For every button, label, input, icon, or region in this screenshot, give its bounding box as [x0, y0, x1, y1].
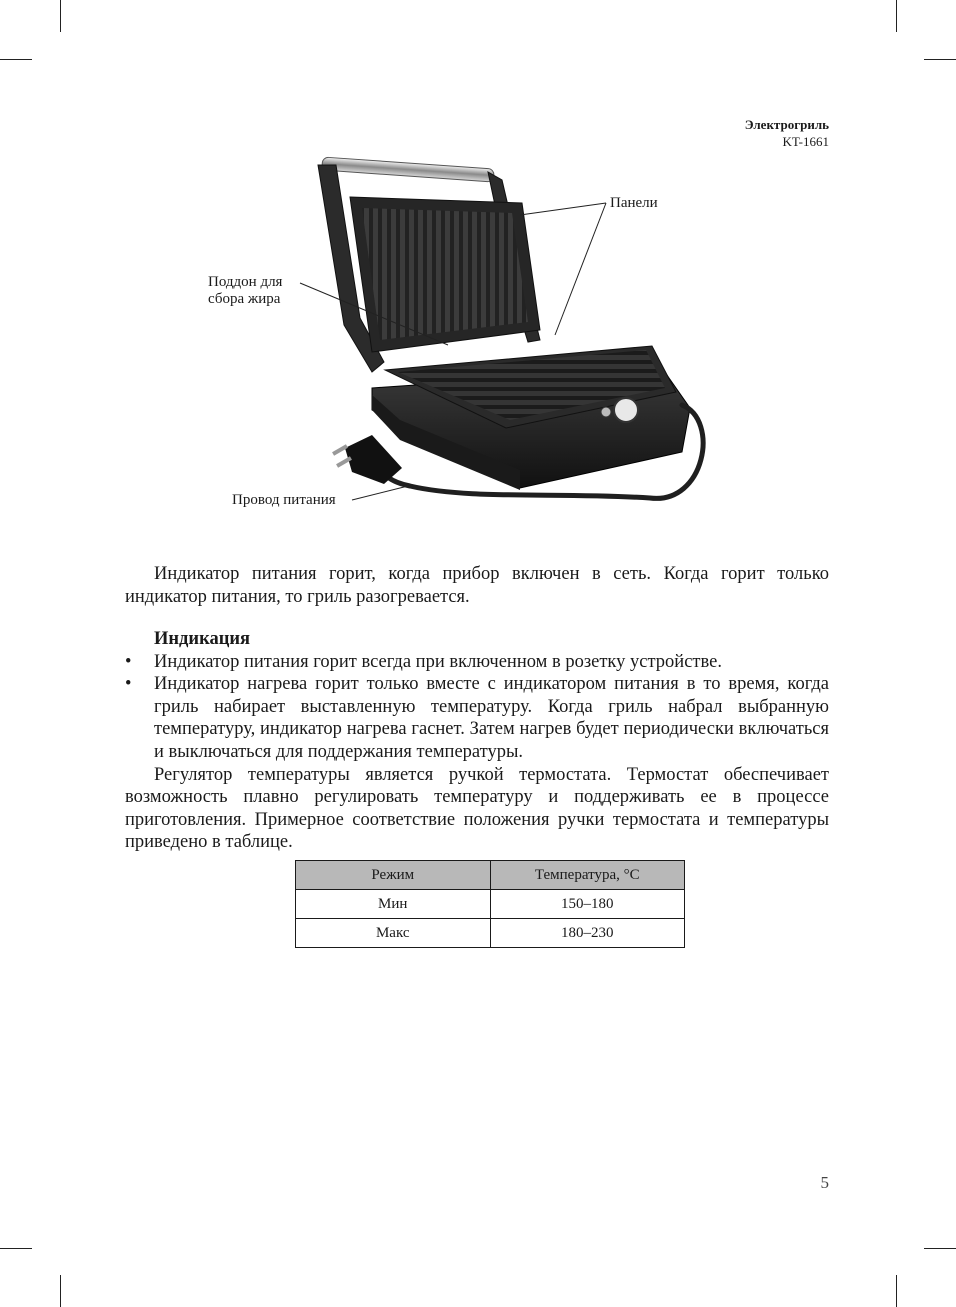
crop-mark	[0, 1248, 32, 1249]
list-item	[125, 673, 829, 763]
indication-section	[125, 628, 829, 854]
temperature-table	[295, 860, 685, 948]
indication-heading: Индикация	[154, 629, 251, 649]
table-row	[296, 919, 685, 948]
callout-grease-tray	[208, 274, 282, 308]
list-item-text: Индикатор питания горит всегда при включенном в розетку устройстве.	[154, 651, 722, 672]
column-header: Режим	[296, 861, 491, 890]
table-cell: 150–180	[490, 890, 685, 919]
bullet: •	[125, 651, 132, 672]
table-row	[296, 890, 685, 919]
table-cell: Мин	[296, 890, 491, 919]
power-plug	[345, 435, 402, 484]
indicator-light	[601, 407, 611, 417]
plug-prong	[332, 444, 348, 455]
callout-grease-tray-line2: сбора жира	[208, 291, 281, 307]
thermostat-knob	[614, 398, 638, 422]
table-header-row	[296, 861, 685, 890]
leader-line	[555, 203, 606, 335]
bullet: •	[125, 674, 132, 695]
crop-mark	[896, 1275, 897, 1307]
indication-list	[125, 651, 829, 764]
crop-mark	[924, 1248, 956, 1249]
list-item-text: Индикатор нагрева горит только вместе с индикатором питания в то время, когда гриль набирает выставленную температуру. Когда гриль набрал выбранную температуру, индикатор нагрева гаснет. Затем нагрев будет периодически включаться и выключаться для поддержания температуры.	[154, 674, 829, 762]
list-item	[125, 651, 829, 674]
upper-plate-ribs	[362, 208, 528, 340]
header-model: KT-1661	[782, 134, 829, 149]
table-cell: Макс	[296, 919, 491, 948]
leader-line	[520, 203, 606, 215]
intro-paragraph	[125, 563, 829, 608]
crop-mark	[60, 1275, 61, 1307]
leader-line	[352, 486, 408, 500]
grill-illustration	[0, 0, 956, 560]
callout-power-cord: Провод питания	[232, 492, 336, 508]
page-number: 5	[820, 1173, 829, 1192]
callout-grease-tray-line1: Поддон для	[208, 274, 283, 290]
intro-text: Индикатор питания горит, когда прибор включен в сеть. Когда горит только индикатор питания, то гриль разогревается.	[125, 564, 829, 607]
header-title: Электрогриль	[744, 117, 829, 132]
column-header: Температура, °С	[490, 861, 685, 890]
callout-panels: Панели	[610, 195, 658, 211]
regulator-paragraph: Регулятор температуры является ручкой термостата. Термостат обеспечивает возможность плавно регулировать температуру и поддерживать ее в процессе приготовления. Примерное соответствие положения ручки термостата и температуры приведено в таблице.	[125, 764, 829, 853]
handle-bar	[322, 157, 494, 182]
table-cell: 180–230	[490, 919, 685, 948]
